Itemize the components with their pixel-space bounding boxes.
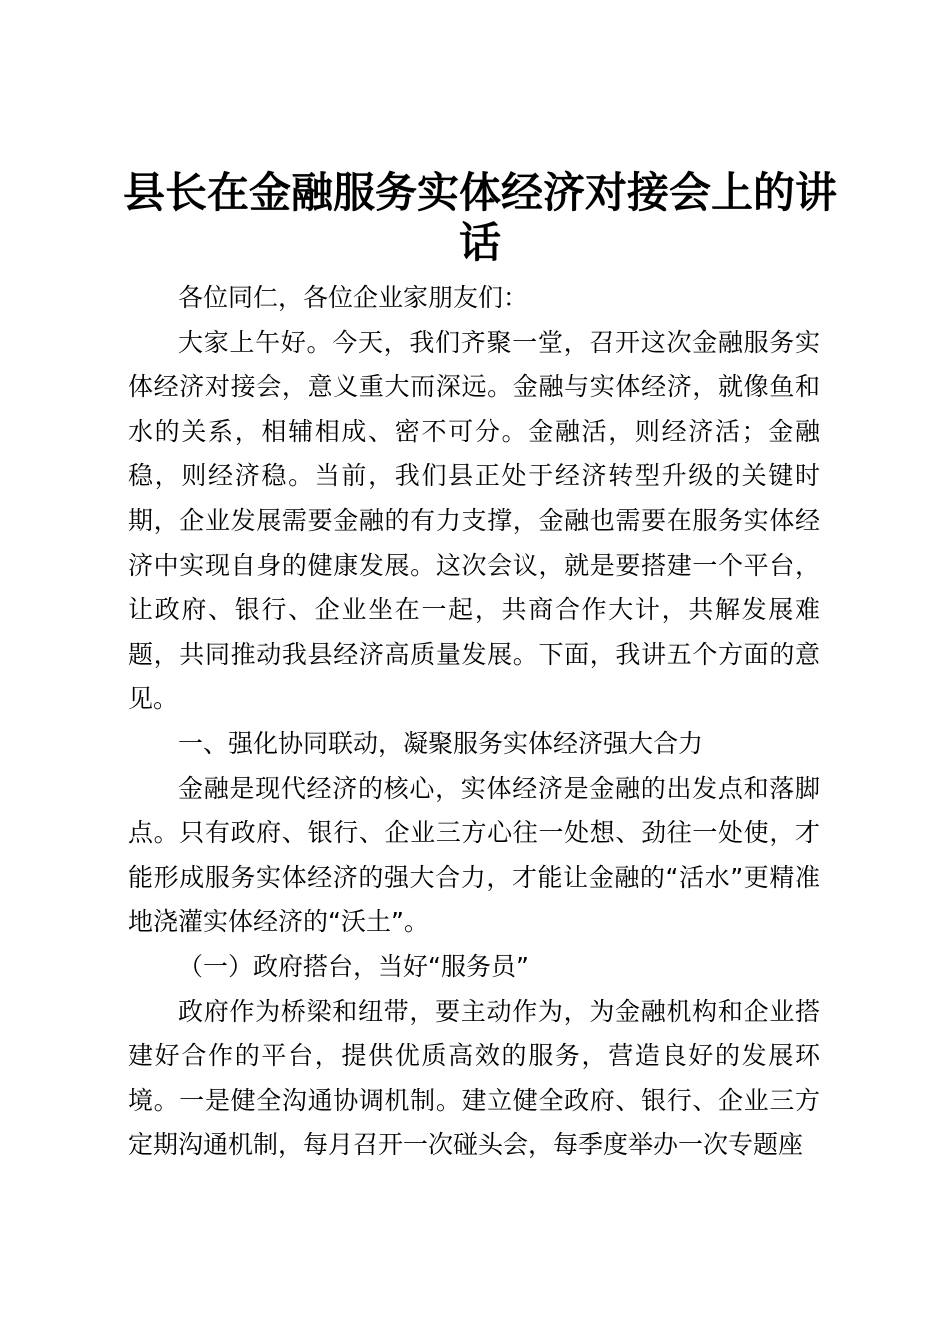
section-heading: 一、强化协同联动，凝聚服务实体经济强大合力	[178, 728, 704, 758]
document-body	[128, 276, 820, 1168]
body-paragraph: 金融是现代经济的核心，实体经济是金融的出发点和落脚点。只有政府、银行、企业三方心往一处想、劲往一处使，才能形成服务实体经济的强大合力，才能让金融的“活水”更精准地浇灌实体经济的“沃土”。	[128, 773, 820, 937]
body-paragraph: 大家上午好。今天，我们齐聚一堂，召开这次金融服务实体经济对接会，意义重大而深远。金融与实体经济，就像鱼和水的关系，相辅相成、密不可分。金融活，则经济活；金融稳，则经济稳。当前，我们县正处于经济转型升级的关键时期，企业发展需要金融的有力支撑，金融也需要在服务实体经济中实现自身的健康发展。这次会议，就是要搭建一个平台，让政府、银行、企业坐在一起，共商合作大计，共解发展难题，共同推动我县经济高质量发展。下面，我讲五个方面的意见。	[128, 327, 820, 714]
document-title: 县长在金融服务实体经济对接会上的讲话	[122, 168, 837, 267]
greeting-paragraph: 各位同仁，各位企业家朋友们：	[178, 283, 529, 312]
subsection-heading: （一）政府搭台，当好“服务员”	[178, 951, 529, 981]
body-paragraph: 政府作为桥梁和纽带，要主动作为，为金融机构和企业搭建好合作的平台，提供优质高效的服务，营造良好的发展环境。一是健全沟通协调机制。建立健全政府、银行、企业三方定期沟通机制，每月召开一次碰头会，每季度举办一次专题座	[128, 996, 820, 1160]
